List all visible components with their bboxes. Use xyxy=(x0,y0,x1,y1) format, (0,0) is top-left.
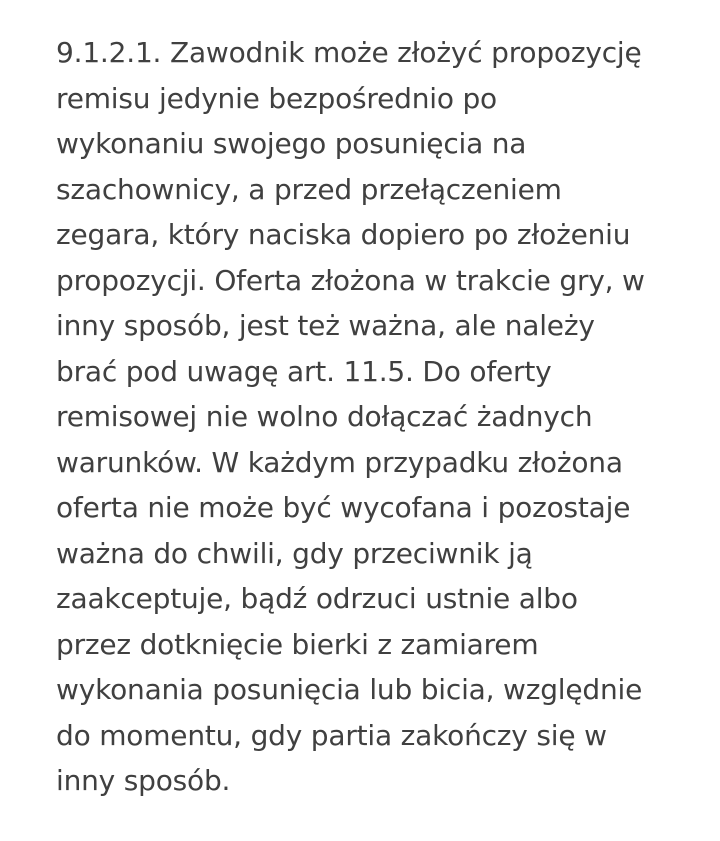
paragraph-line: ważna do chwili, gdy przeciwnik ją xyxy=(56,536,533,570)
paragraph-line: zaakceptuje, bądź odrzuci ustnie albo xyxy=(56,582,578,615)
paragraph-line: do momentu, gdy partia zakończy się w xyxy=(56,718,607,752)
paragraph-line: zegara, który naciska dopiero po złożeniu xyxy=(56,218,631,251)
paragraph-line: remisu jedynie bezpośrednio po xyxy=(56,81,497,115)
paragraph-line: inny sposób. xyxy=(56,764,231,797)
paragraph-line: propozycji. Oferta złożona w trakcie gry, w xyxy=(56,263,645,297)
paragraph-line: wykonania posunięcia lub bicia, względnie xyxy=(56,673,643,706)
paragraph-line: oferta nie może być wycofana i pozostaje xyxy=(56,491,631,524)
paragraph-line: remisowej nie wolno dołączać żadnych xyxy=(56,400,593,433)
rule-paragraph xyxy=(56,30,696,804)
paragraph-line: szachownicy, a przed przełączeniem xyxy=(56,172,562,206)
paragraph-line: warunków. W każdym przypadku złożona xyxy=(56,445,623,479)
paragraph-line: przez dotknięcie bierki z zamiarem xyxy=(56,627,539,661)
paragraph-line: brać pod uwagę art. 11.5. Do oferty xyxy=(56,354,552,388)
paragraph-line: inny sposób, jest też ważna, ale należy xyxy=(56,309,595,342)
paragraph-line: 9.1.2.1. Zawodnik może złożyć propozycję xyxy=(56,36,642,69)
paragraph-line: wykonaniu swojego posunięcia na xyxy=(56,127,527,160)
